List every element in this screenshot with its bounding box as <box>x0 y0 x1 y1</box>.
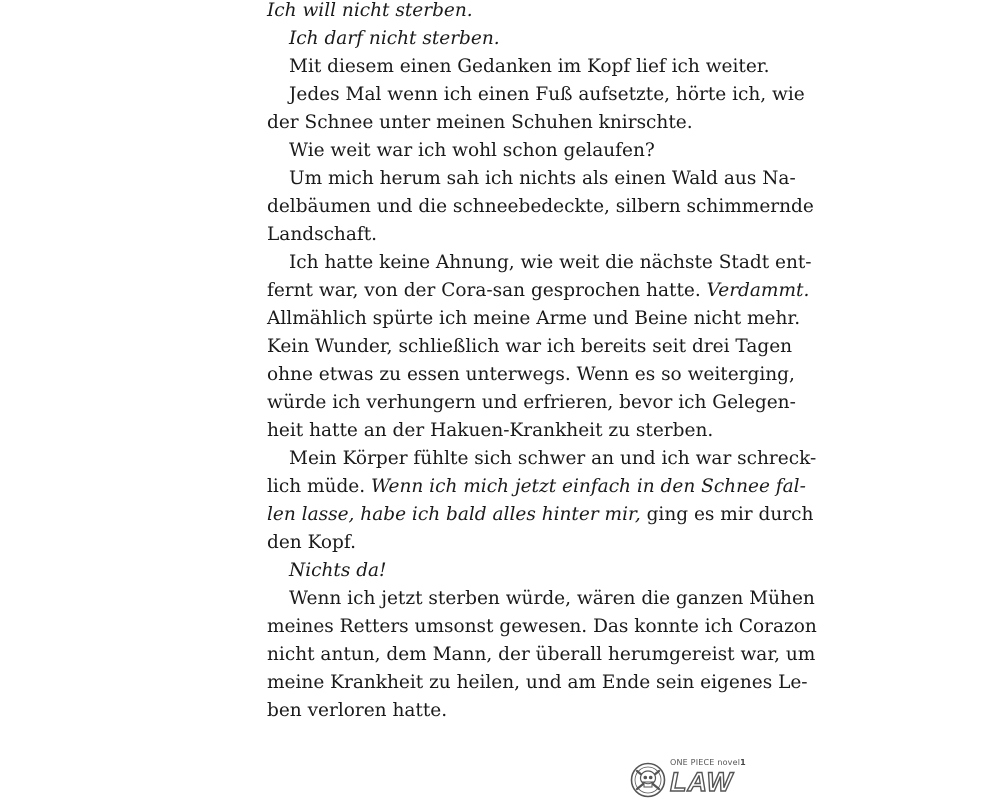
text-line: Nichts da! <box>289 560 387 581</box>
series-logo <box>630 756 746 798</box>
text-line: meine Krankheit zu heilen, und am Ende sein eigenes Le- <box>267 672 808 693</box>
text-line: delbäumen und die schneebedeckte, silbern schimmernde <box>267 196 814 217</box>
text-line: Ich darf nicht sterben. <box>289 28 500 49</box>
text-line: nicht antun, dem Mann, der überall herumgereist war, um <box>267 644 816 665</box>
text-line: Ich will nicht sterben. <box>267 0 473 21</box>
text-line: Kein Wunder, schließlich war ich bereits seit drei Tagen <box>267 336 793 357</box>
text-line: len lasse, habe ich bald alles hinter mir, ging es mir durch <box>267 504 814 525</box>
text-line: meines Retters umsonst gewesen. Das konnte ich Corazon <box>267 616 817 637</box>
text-line: heit hatte an der Hakuen-Krankheit zu sterben. <box>267 420 714 441</box>
text-line: Wenn ich jetzt sterben würde, wären die ganzen Mühen <box>289 588 815 609</box>
text-line: lich müde. Wenn ich mich jetzt einfach in den Schnee fal- <box>267 476 806 497</box>
text-line: ohne etwas zu essen unterwegs. Wenn es so weiterging, <box>267 364 795 385</box>
text-line: Ich hatte keine Ahnung, wie weit die nächste Stadt ent- <box>289 252 812 273</box>
text-line: Mein Körper fühlte sich schwer an und ich war schreck- <box>289 448 817 469</box>
text-line: Wie weit war ich wohl schon gelaufen? <box>289 140 655 161</box>
text-line: Landschaft. <box>267 224 378 245</box>
text-line: den Kopf. <box>267 532 356 553</box>
text-line: fernt war, von der Cora-san gesprochen hatte. Verdammt. <box>267 280 810 301</box>
text-line: Um mich herum sah ich nichts als einen Wald aus Na- <box>289 168 796 189</box>
text-line: der Schnee unter meinen Schuhen knirschte. <box>267 112 693 133</box>
logo-series-name: ONE PIECE novel1 <box>670 758 746 767</box>
text-line: Mit diesem einen Gedanken im Kopf lief ich weiter. <box>289 56 770 77</box>
text-line: Allmählich spürte ich meine Arme und Beine nicht mehr. <box>267 308 801 329</box>
text-line: würde ich verhungern und erfrieren, bevor ich Gelegen- <box>267 392 796 413</box>
jolly-roger-smile-icon <box>630 762 666 798</box>
text-line: Jedes Mal wenn ich einen Fuß aufsetzte, hörte ich, wie <box>289 84 805 105</box>
logo-title: LAW <box>670 767 733 797</box>
text-line: ben verloren hatte. <box>267 700 448 721</box>
